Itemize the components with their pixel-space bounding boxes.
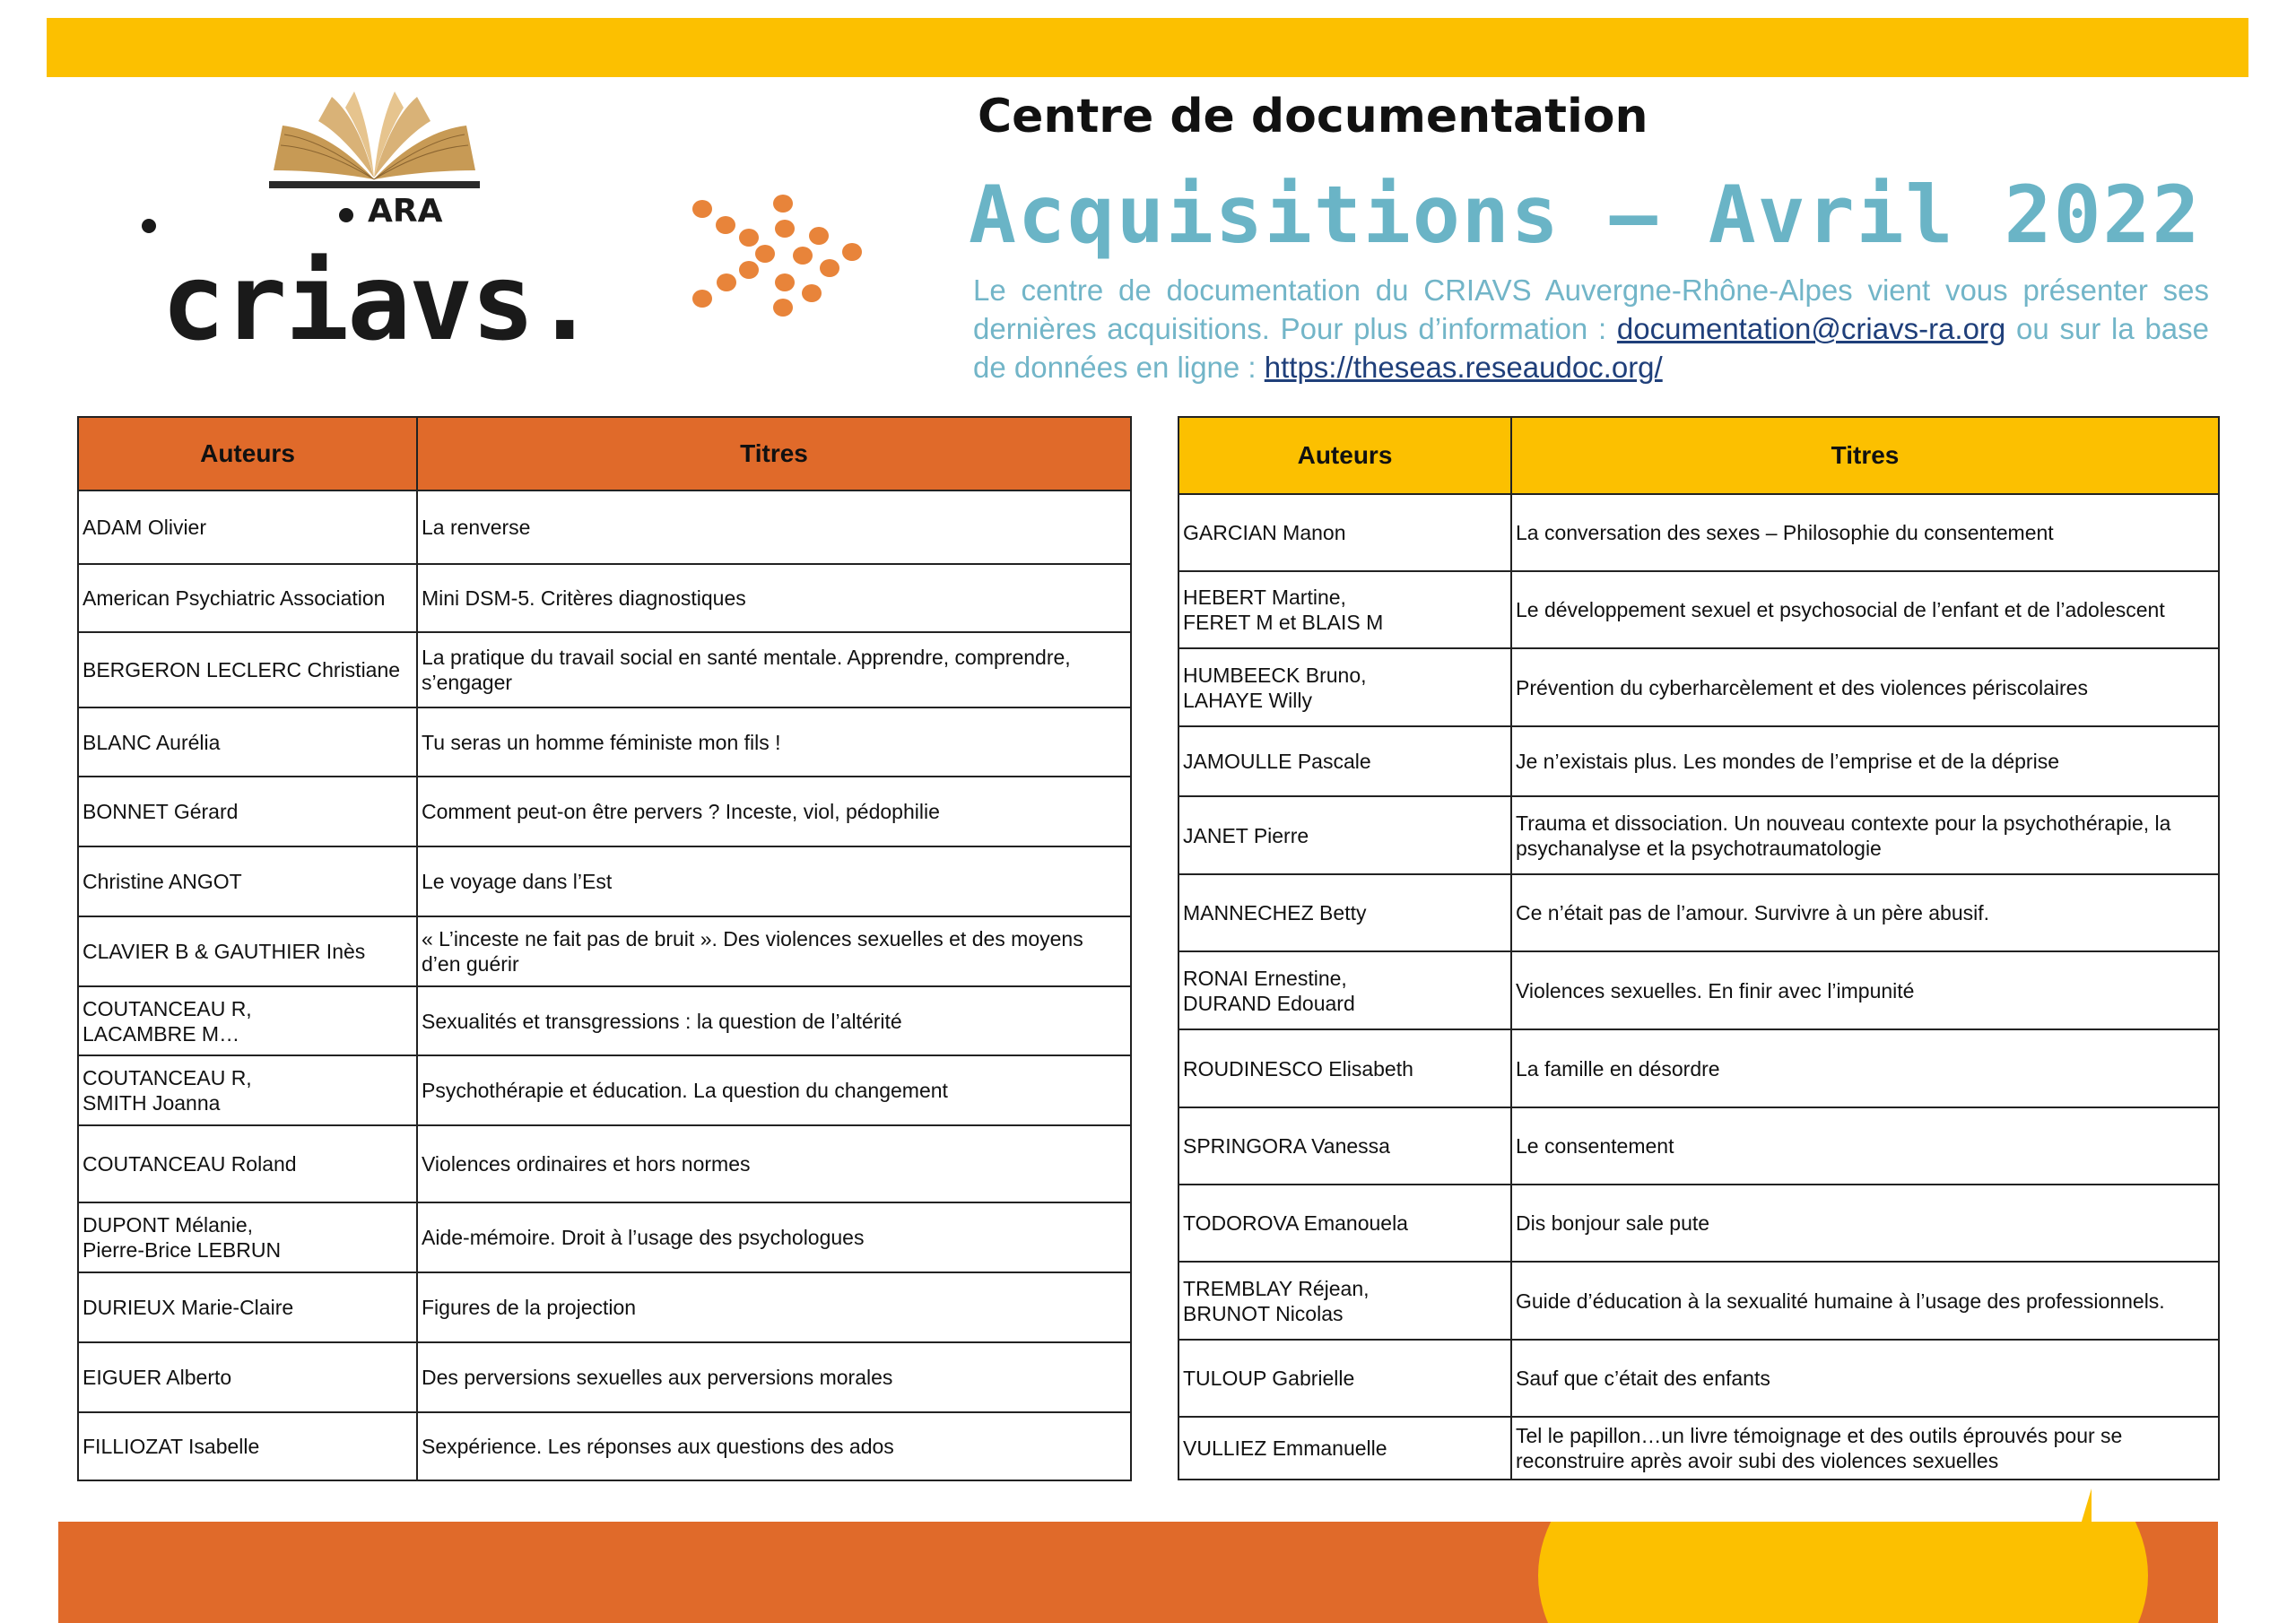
open-book-icon [265,90,484,193]
table-body [78,490,1131,1480]
title-cell: Dis bonjour sale pute [1511,1185,2219,1262]
title-cell: Guide d’éducation à la sexualité humaine à l’usage des professionnels. [1511,1262,2219,1340]
title-cell: Ce n’était pas de l’amour. Survivre à un père abusif. [1511,874,2219,951]
author-cell: RONAI Ernestine, DURAND Edouard [1178,951,1511,1029]
database-link[interactable]: https://theseas.reseaudoc.org/ [1264,351,1663,384]
table-row [1178,874,2219,951]
author-cell: ROUDINESCO Elisabeth [1178,1029,1511,1107]
author-cell: American Psychiatric Association [78,564,417,632]
intro-text: Le centre de documentation du CRIAVS Auvergne-Rhône-Alpes vient vous présenter ses dernières acquisitions. Pour plus d’information : [973,273,2209,345]
table-row [1178,951,2219,1029]
title-cell: La pratique du travail social en santé mentale. Apprendre, comprendre, s’engager [417,632,1131,707]
table-row [1178,796,2219,874]
author-cell: BONNET Gérard [78,777,417,846]
author-cell: ADAM Olivier [78,490,417,564]
title-cell: Sexpérience. Les réponses aux questions des ados [417,1412,1131,1480]
title-cell: Le consentement [1511,1107,2219,1185]
table-row [78,707,1131,777]
author-cell: MANNECHEZ Betty [1178,874,1511,951]
author-cell: DUPONT Mélanie, Pierre-Brice LEBRUN [78,1202,417,1272]
title-cell: Prévention du cyberharcèlement et des violences périscolaires [1511,648,2219,726]
title-cell: Violences sexuelles. En finir avec l’impunité [1511,951,2219,1029]
author-cell: SPRINGORA Vanessa [1178,1107,1511,1185]
table-row [1178,571,2219,648]
title-cell: Tu seras un homme féministe mon fils ! [417,707,1131,777]
author-cell: COUTANCEAU Roland [78,1125,417,1202]
title-cell: Comment peut-on être pervers ? Inceste, viol, pédophilie [417,777,1131,846]
author-cell: Christine ANGOT [78,846,417,916]
acquisitions-table-left [77,416,1132,1481]
table-row [78,564,1131,632]
decorative-sun [1538,1522,2148,1623]
table-row [1178,726,2219,796]
title-cell: La conversation des sexes – Philosophie du consentement [1511,494,2219,571]
table-row [1178,648,2219,726]
table-row [78,777,1131,846]
acquisitions-table-right [1178,416,2220,1480]
table-row [1178,1107,2219,1185]
bottom-orange-band [58,1522,2218,1623]
table-row [78,916,1131,986]
table-row [78,1125,1131,1202]
intro-paragraph [973,271,2209,386]
author-cell: EIGUER Alberto [78,1342,417,1412]
table-row [1178,1340,2219,1417]
title-cell: La famille en désordre [1511,1029,2219,1107]
table-body [1178,494,2219,1480]
table-row [78,1272,1131,1342]
title-cell: Le développement sexuel et psychosocial de l’enfant et de l’adolescent [1511,571,2219,648]
table-row [1178,1029,2219,1107]
title-cell: « L’inceste ne fait pas de bruit ». Des violences sexuelles et des moyens d’en guérir [417,916,1131,986]
table-row [78,1055,1131,1125]
title-cell: Figures de la projection [417,1272,1131,1342]
title-cell: Aide-mémoire. Droit à l’usage des psychologues [417,1202,1131,1272]
column-header-titles: Titres [417,417,1131,490]
page-title: Acquisitions – Avril 2022 [969,169,2202,261]
title-cell: Mini DSM-5. Critères diagnostiques [417,564,1131,632]
decorative-spike [2081,1488,2092,1524]
table-header-row [1178,417,2219,494]
table-row [78,490,1131,564]
author-cell: VULLIEZ Emmanuelle [1178,1417,1511,1480]
author-cell: HUMBEECK Bruno, LAHAYE Willy [1178,648,1511,726]
author-cell: GARCIAN Manon [1178,494,1511,571]
author-cell: CLAVIER B & GAUTHIER Inès [78,916,417,986]
column-header-titles: Titres [1511,417,2219,494]
title-cell: La renverse [417,490,1131,564]
title-cell: Des perversions sexuelles aux perversions morales [417,1342,1131,1412]
intro-mid-text: ou sur la base de données en ligne : [973,312,2210,384]
logo-dot [142,219,156,233]
author-cell: TULOUP Gabrielle [1178,1340,1511,1417]
title-cell: Tel le papillon…un livre témoignage et des outils éprouvés pour se reconstruire après avoir subi des violences sexuelles [1511,1417,2219,1480]
title-cell: Trauma et dissociation. Un nouveau contexte pour la psychothérapie, la psychanalyse et la psychotraumatologie [1511,796,2219,874]
email-link[interactable]: documentation@criavs-ra.org [1616,312,2006,345]
table-header-row [78,417,1131,490]
table-row [78,1202,1131,1272]
author-cell: TREMBLAY Réjean, BRUNOT Nicolas [1178,1262,1511,1340]
author-cell: HEBERT Martine, FERET M et BLAIS M [1178,571,1511,648]
logo-dot [339,208,353,222]
column-header-authors: Auteurs [1178,417,1511,494]
top-yellow-band [47,18,2248,77]
author-cell: TODOROVA Emanouela [1178,1185,1511,1262]
author-cell: JANET Pierre [1178,796,1511,874]
arrow-dots-icon [686,193,865,318]
author-cell: BLANC Aurélia [78,707,417,777]
table-row [1178,494,2219,571]
logo-wordmark: criavs. [161,240,596,364]
table-row [78,1412,1131,1480]
title-cell: Sauf que c’était des enfants [1511,1340,2219,1417]
table-row [1178,1417,2219,1480]
centre-title: Centre de documentation [978,90,1648,143]
column-header-authors: Auteurs [78,417,417,490]
author-cell: COUTANCEAU R, SMITH Joanna [78,1055,417,1125]
author-cell: DURIEUX Marie-Claire [78,1272,417,1342]
title-cell: Violences ordinaires et hors normes [417,1125,1131,1202]
title-cell: Sexualités et transgressions : la question de l’altérité [417,986,1131,1055]
table-row [1178,1262,2219,1340]
author-cell: FILLIOZAT Isabelle [78,1412,417,1480]
table-row [78,1342,1131,1412]
author-cell: BERGERON LECLERC Christiane [78,632,417,707]
table-row [78,846,1131,916]
logo-region: ARA [368,193,443,230]
table-row [78,986,1131,1055]
title-cell: Psychothérapie et éducation. La question du changement [417,1055,1131,1125]
author-cell: JAMOULLE Pascale [1178,726,1511,796]
title-cell: Le voyage dans l’Est [417,846,1131,916]
title-cell: Je n’existais plus. Les mondes de l’emprise et de la déprise [1511,726,2219,796]
table-row [1178,1185,2219,1262]
author-cell: COUTANCEAU R, LACAMBRE M… [78,986,417,1055]
table-row [78,632,1131,707]
